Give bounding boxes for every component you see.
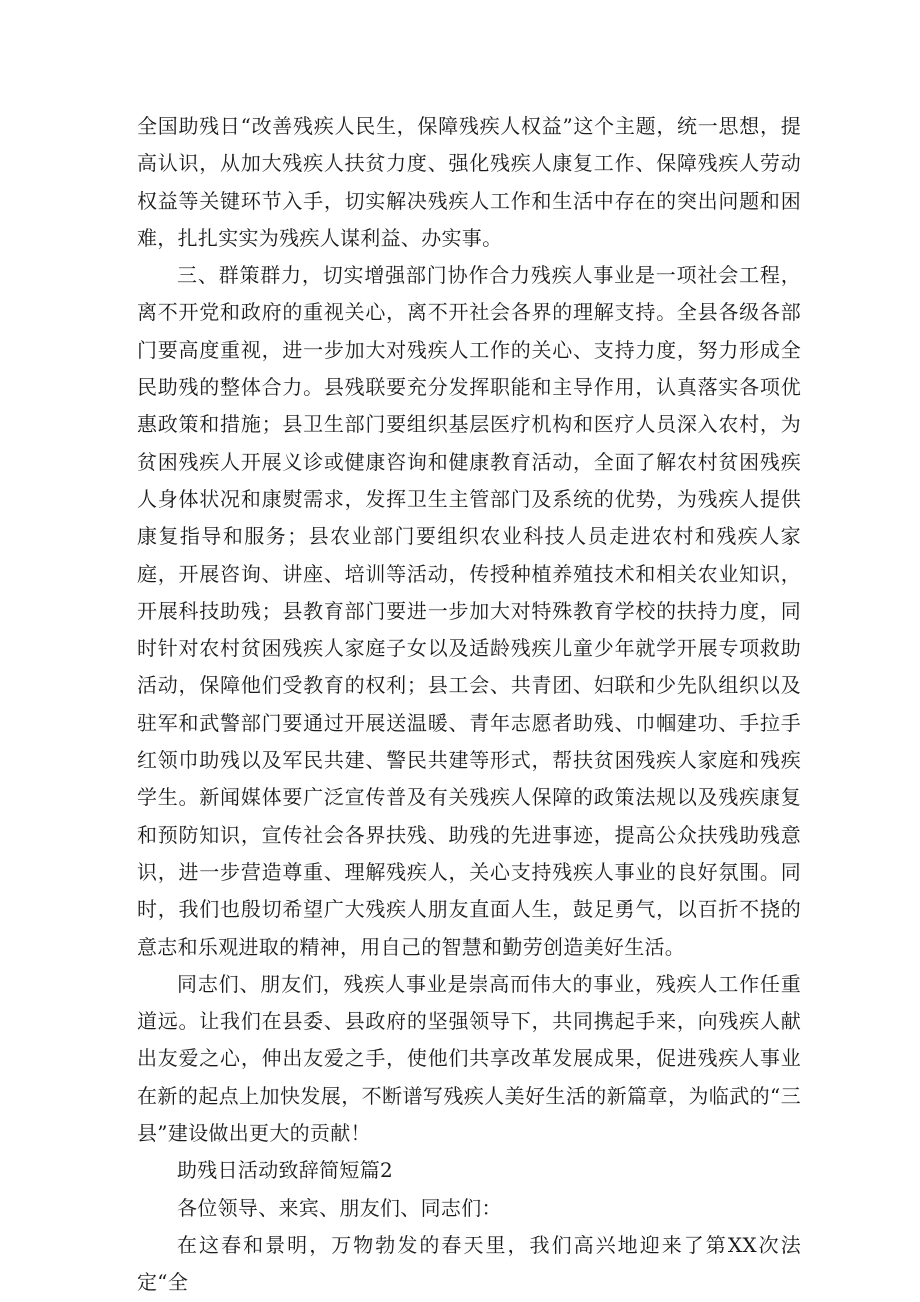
paragraph-continued-theme: 全国助残日“改善残疾人民生，保障残疾人权益”这个主题，统一思想，提高认识，从加大残疾人扶贫力度、强化残疾人康复工作、保障残疾人劳动权益等关键环节入手，切实解决残疾人工作和生活中存在的突出问题和困难，扎扎实实为残疾人谋利益、办实事。 <box>137 114 801 250</box>
paragraph-section-three: 三、群策群力，切实增强部门协作合力残疾人事业是一项社会工程，离不开党和政府的重视关心，离不开社会各界的理解支持。全县各级各部门要高度重视，进一步加大对残疾人工作的关心、支持力度，努力形成全民助残的整体合力。县残联要充分发挥职能和主导作用，认真落实各项优惠政策和措施；县卫生部门要组织基层医疗机构和医疗人员深入农村，为贫困残疾人开展义诊或健康咨询和健康教育活动，全面了解农村贫困残疾人身体状况和康熨需求，发挥卫生主管部门及系统的优势，为残疾人提供康复指导和服务；县农业部门要组织农业科技人员走进农村和残疾人家庭，开展咨询、讲座、培训等活动，传授种植养殖技术和相关农业知识，开展科技助残；县教育部门要进一步加大对特殊教育学校的扶持力度，同时针对农村贫困残疾人家庭子女以及适龄残疾儿童少年就学开展专项救助活动，保障他们受教育的权利；县工会、共青团、妇联和少先队组织以及驻军和武警部门要通过开展送温暖、青年志愿者助残、巾帼建功、手拉手红领巾助残以及军民共建、警民共建等形式，帮扶贫困残疾人家庭和残疾学生。新闻媒体要广泛宣传普及有关残疾人保障的政策法规以及残疾康复和预防知识，宣传社会各界扶残、助残的先进事迹，提高公众扶残助残意识，进一步营造尊重、理解残疾人，关心支持残疾人事业的良好氛围。同时，我们也殷切希望广大残疾人朋友直面人生，鼓足勇气，以百折不挠的意志和乐观进取的精神，用自己的智慧和勤劳创造美好生活。 <box>137 263 801 959</box>
document-body <box>137 108 801 1302</box>
salutation-line: 各位领导、来宾、朋友们、同志们： <box>177 1195 502 1220</box>
paragraph-closing-appeal: 同志们、朋友们，残疾人事业是崇高而伟大的事业，残疾人工作任重道远。让我们在县委、县政府的坚强领导下，共同携起手来，向残疾人献出友爱之心，伸出友爱之手，使他们共享改革发展成果，促进残疾人事业在新的起点上加快发展，不断谱写残疾人美好生活的新篇章，为临武的“三县”建设做出更大的贡献！ <box>137 971 801 1146</box>
section-heading-speech-2: 助残日活动致辞简短篇2 <box>177 1158 394 1183</box>
paragraph-opening-line: 在这春和景明，万物勃发的春天里，我们高兴地迎来了第XX次法定“全 <box>137 1232 801 1295</box>
